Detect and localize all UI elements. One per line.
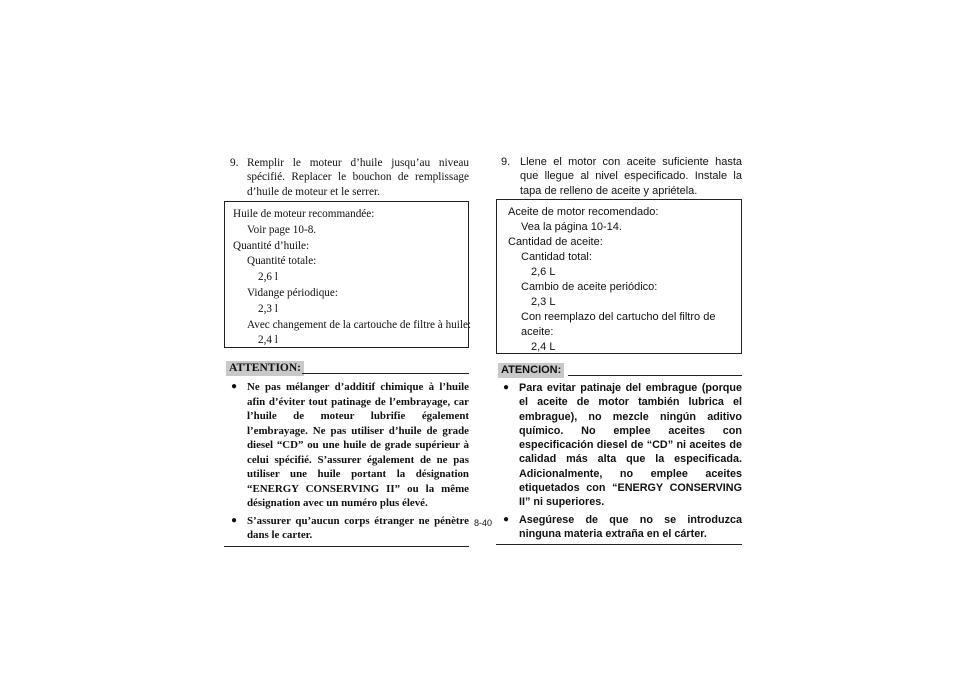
filter-change-value: 2,4 L xyxy=(531,341,556,353)
filter-change-label: Con reemplazo del cartucho del filtro de aceite: xyxy=(521,311,716,338)
recommended-oil-value: Voir page 10-8. xyxy=(247,223,317,236)
caution-header xyxy=(496,363,742,379)
total-quantity-label: Quantité totale: xyxy=(247,255,317,268)
step-number: 9. xyxy=(501,156,511,168)
total-quantity-label: Cantidad total: xyxy=(521,251,592,263)
filter-change-label: Avec changement de la cartouche de filtre à huile: xyxy=(247,318,472,331)
recommended-oil-label: Huile de moteur recommandée: xyxy=(233,208,375,220)
bullet-icon: ● xyxy=(231,514,238,526)
periodic-change-label: Vidange périodique: xyxy=(247,286,338,299)
recommended-oil-value: Vea la página 10-14. xyxy=(521,221,622,233)
list-item: ● Asegúrese de que no se introduzca ninguna materia extraña en el cárter. xyxy=(503,513,742,540)
recommended-oil-label: Aceite de motor recomendado: xyxy=(508,206,659,218)
total-quantity-value: 2,6 L xyxy=(531,266,556,278)
oil-quantity-label: Cantidad de aceite: xyxy=(508,236,603,248)
list-item: ● S’assurer qu’aucun corps étranger ne pénètre dans le carter. xyxy=(231,514,469,542)
bullet-icon: ● xyxy=(503,382,510,393)
periodic-change-value: 2,3 l xyxy=(258,302,278,315)
caution-bottom-rule xyxy=(224,546,469,547)
oil-spec-box xyxy=(496,199,742,354)
caution-top-rule xyxy=(302,373,469,374)
caution-label: ATTENTION: xyxy=(226,361,304,376)
oil-spec-box xyxy=(224,201,472,348)
total-quantity-value: 2,6 l xyxy=(258,271,278,284)
oil-quantity-label: Quantité d’huile: xyxy=(233,239,310,252)
bullet-icon: ● xyxy=(231,381,238,392)
caution-list xyxy=(496,381,742,541)
caution-bottom-rule xyxy=(496,544,742,545)
caution-list xyxy=(224,380,469,543)
caution-block xyxy=(496,363,742,545)
step-number: 9. xyxy=(230,157,239,169)
list-item: ● Para evitar patinaje del embrague (porque el aceite de motor también lubrica el embrague), no mezcle ningún aditivo químico. No emplee aceites con especificación diesel de “CD” ni aceites de calidad más alta que la especificada. Adicionalmente, no emplee aceites etiquetados con “ENERGY CONSERVING II” ni superiores. xyxy=(503,382,742,509)
step-text: Remplir le moteur d’huile jusqu’au niveau spécifié. Replacer le bouchon de remplissage d’huile de moteur et le serrer. xyxy=(247,157,469,198)
caution-block xyxy=(224,361,469,547)
periodic-change-value: 2,3 L xyxy=(531,296,556,308)
periodic-change-label: Cambio de aceite periódico: xyxy=(521,281,658,293)
bullet-icon: ● xyxy=(503,513,510,525)
list-item: ● Ne pas mélanger d’additif chimique à l’huile afin d’éviter tout patinage de l’embrayage, car l’huile de moteur lubrifie également l’embrayage. Ne pas utiliser d’huile de grade diesel “CD” ou une huile de grade supérieur à celui spécifié. S’assurer également de ne pas utiliser une huile portant la désignation “ENERGY CONSERVING II” ou la même désignation avec un numéro plus élevé. xyxy=(231,381,469,510)
filter-change-value: 2,4 l xyxy=(258,334,278,347)
page-number: 8-40 xyxy=(474,518,493,528)
caution-header xyxy=(224,361,469,377)
caution-label: ATENCION: xyxy=(498,363,564,378)
caution-top-rule xyxy=(568,375,742,376)
step-text: Llene el motor con aceite suficiente hasta que llegue al nivel especificado. Instale la tapa de relleno de aceite y apriétela. xyxy=(520,156,742,197)
